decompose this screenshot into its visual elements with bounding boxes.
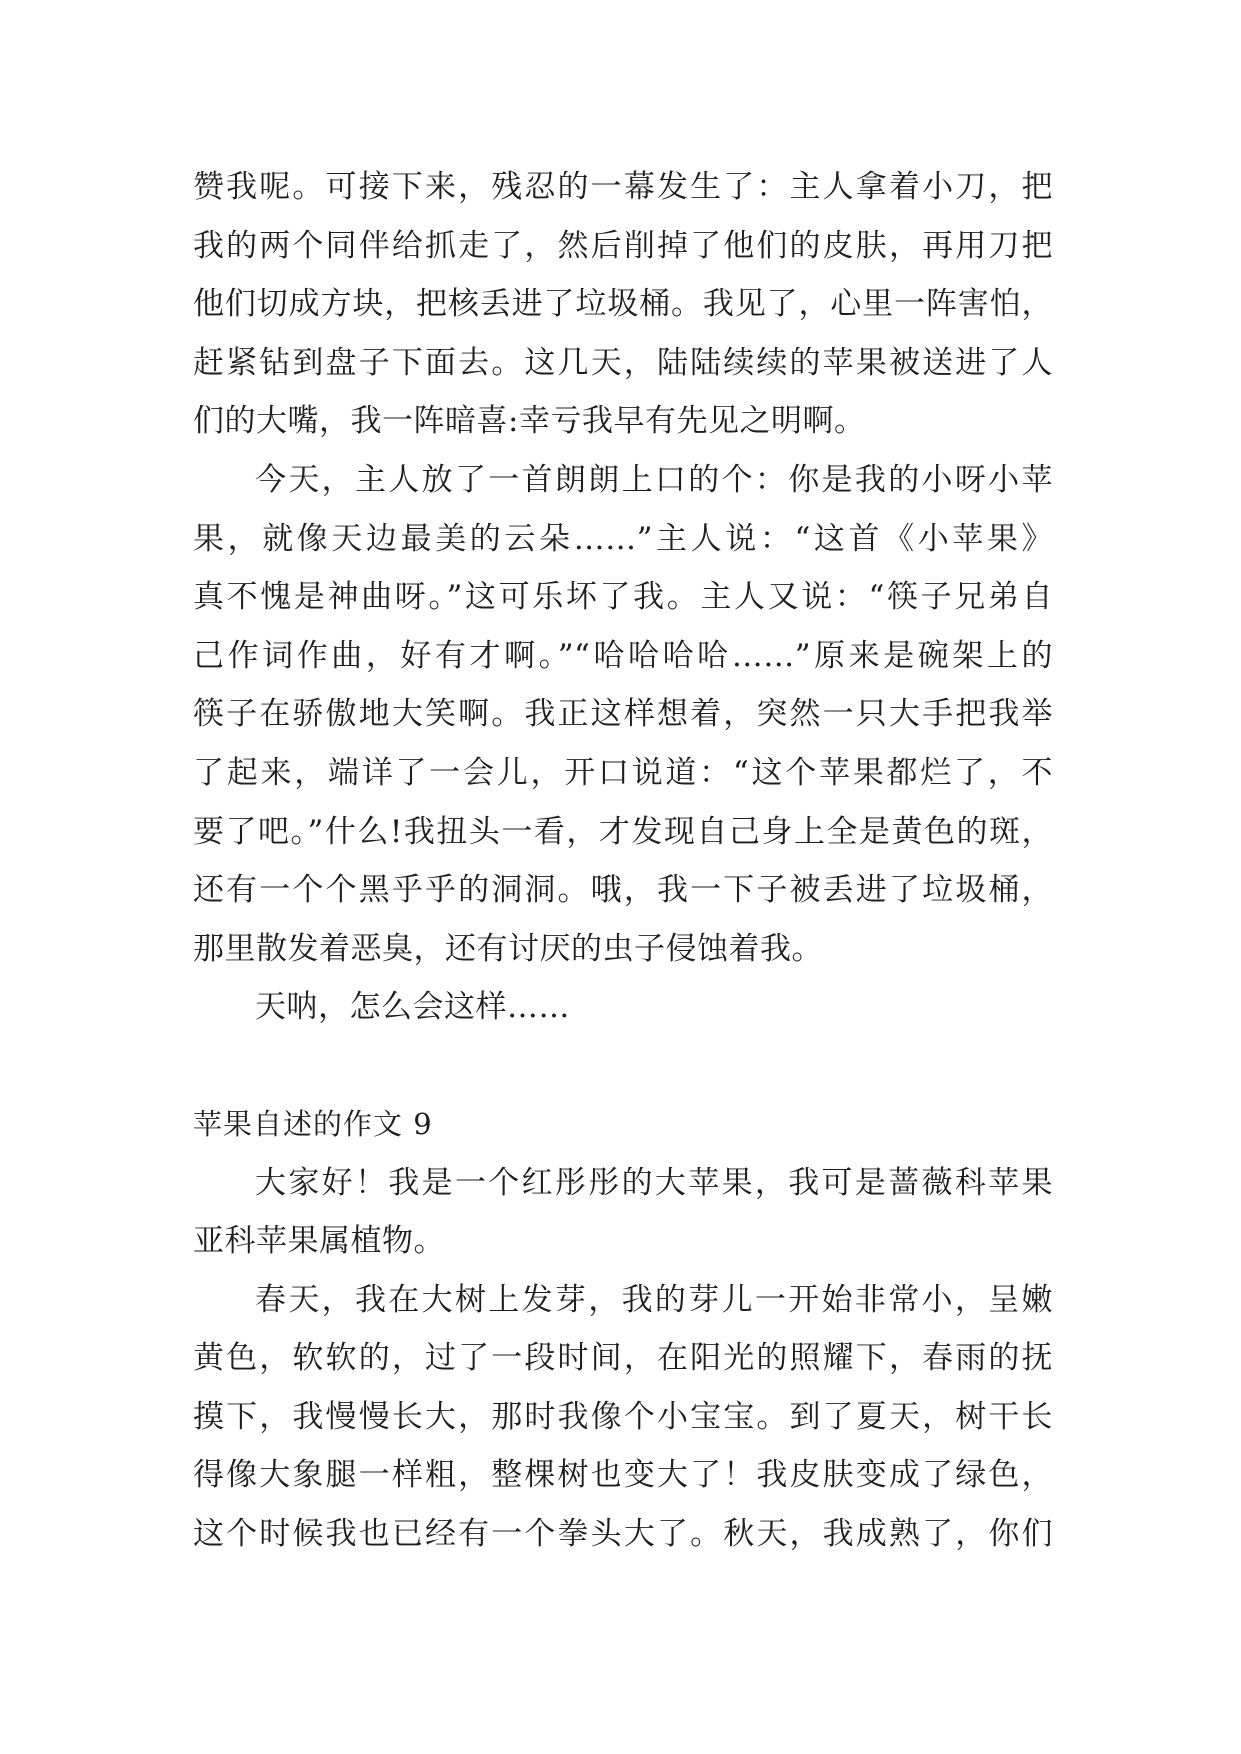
paragraph-5 [193, 1271, 1053, 1564]
paragraph-2 [193, 451, 1053, 978]
text-line: 今天，主人放了一首朗朗上口的个：你是我的小呀小苹 [255, 461, 1053, 498]
text-line: 还有一个个黑乎乎的洞洞。哦，我一下子被丢进了垃圾桶， [193, 872, 1053, 909]
text-line: 他们切成方块，把核丢进了垃圾桶。我见了，心里一阵害怕， [193, 286, 1053, 323]
text-line: 黄色，软软的，过了一段时间，在阳光的照耀下，春雨的抚 [193, 1340, 1053, 1377]
text-line: 了起来，端详了一会儿，开口说道：“这个苹果都烂了，不 [193, 754, 1053, 791]
document-page [193, 158, 1053, 1564]
text-line: 赞我呢。可接下来，残忍的一幕发生了：主人拿着小刀，把 [193, 169, 1053, 205]
text-line: 筷子在骄傲地大笑啊。我正这样想着，突然一只大手把我举 [193, 696, 1053, 733]
section-heading: 苹果自述的作文 9 [193, 1106, 433, 1141]
text-line: 大家好！我是一个红彤彤的大苹果，我可是蔷薇科苹果 [255, 1164, 1053, 1201]
paragraph-4 [193, 1154, 1053, 1271]
text-line: 天呐，怎么会这样…… [255, 989, 570, 1026]
blank-gap [193, 1037, 1053, 1095]
text-line: 己作词作曲，好有才啊。”“哈哈哈哈……”原来是碗架上的 [193, 637, 1053, 674]
text-line: 赶紧钻到盘子下面去。这几天，陆陆续续的苹果被送进了人 [193, 344, 1053, 381]
text-line: 果，就像天边最美的云朵……”主人说：“这首《小苹果》 [193, 520, 1053, 557]
text-line: 们的大嘴，我一阵暗喜:幸亏我早有先见之明啊。 [193, 403, 866, 440]
text-line: 这个时候我也已经有一个拳头大了。秋天，我成熟了，你们 [193, 1516, 1053, 1553]
text-line: 要了吧。”什么!我扭头一看，才发现自己身上全是黄色的斑， [193, 813, 1053, 850]
paragraph-1 [193, 158, 1053, 451]
text-line: 真不愧是神曲呀。”这可乐坏了我。主人又说：“筷子兄弟自 [193, 579, 1053, 616]
text-line: 我的两个同伴给抓走了，然后削掉了他们的皮肤，再用刀把 [193, 227, 1053, 264]
paragraph-3 [193, 978, 1053, 1037]
text-line: 得像大象腿一样粗，整棵树也变大了！我皮肤变成了绿色， [193, 1457, 1053, 1494]
text-line: 那里散发着恶臭，还有讨厌的虫子侵蚀着我。 [193, 930, 823, 967]
text-line: 春天，我在大树上发芽，我的芽儿一开始非常小，呈嫩 [255, 1281, 1053, 1318]
text-line: 摸下，我慢慢长大，那时我像个小宝宝。到了夏天，树干长 [193, 1398, 1053, 1435]
text-line: 亚科苹果属植物。 [193, 1223, 445, 1260]
